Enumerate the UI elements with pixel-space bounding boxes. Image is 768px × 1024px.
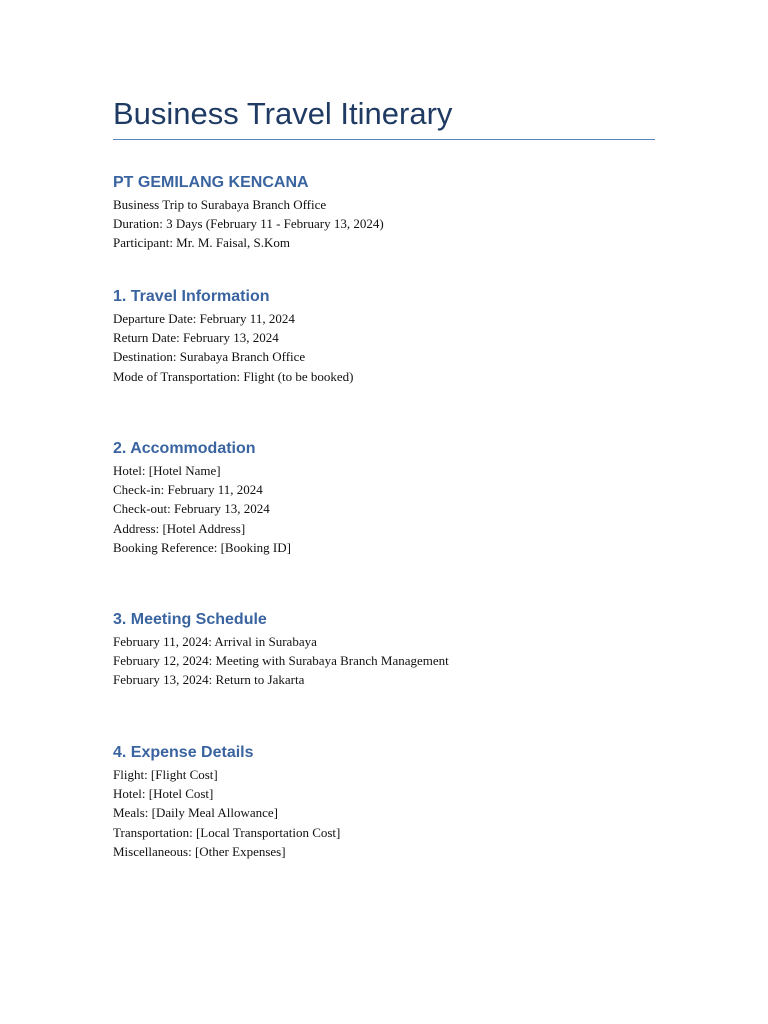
hotel-name: Hotel: [Hotel Name] xyxy=(113,463,221,478)
departure-date: Departure Date: February 11, 2024 xyxy=(113,311,295,326)
section-heading-meeting-schedule: 3. Meeting Schedule xyxy=(113,611,267,628)
schedule-day-1: February 11, 2024: Arrival in Surabaya xyxy=(113,634,317,649)
section-expense-details xyxy=(113,742,655,861)
section-heading-expense-details: 4. Expense Details xyxy=(113,744,254,761)
transportation-mode: Mode of Transportation: Flight (to be booked) xyxy=(113,368,354,384)
document-title: Business Travel Itinerary xyxy=(113,96,453,131)
check-in-date: Check-in: February 11, 2024 xyxy=(113,482,263,498)
destination: Destination: Surabaya Branch Office xyxy=(113,349,306,365)
title-underline xyxy=(113,139,655,140)
expense-meals: Meals: [Daily Meal Allowance] xyxy=(113,805,278,821)
schedule-day-3: February 13, 2024: Return to Jakarta xyxy=(113,672,305,688)
section-heading-company: PT GEMILANG KENCANA xyxy=(113,174,309,191)
section-heading-travel-information: 1. Travel Information xyxy=(113,288,270,305)
section-heading-accommodation: 2. Accommodation xyxy=(113,440,256,457)
trip-participant: Participant: Mr. M. Faisal, S.Kom xyxy=(113,235,290,251)
expense-miscellaneous: Miscellaneous: [Other Expenses] xyxy=(113,843,286,859)
return-date: Return Date: February 13, 2024 xyxy=(113,330,279,346)
section-meeting-schedule xyxy=(113,609,655,690)
hotel-address: Address: [Hotel Address] xyxy=(113,520,246,536)
booking-reference: Booking Reference: [Booking ID] xyxy=(113,539,291,555)
schedule-day-2: February 12, 2024: Meeting with Surabaya Branch Management xyxy=(113,653,449,669)
trip-duration: Duration: 3 Days (February 11 - February 13, 2024) xyxy=(113,216,384,232)
expense-transportation: Transportation: [Local Transportation Cost] xyxy=(113,824,341,840)
expense-hotel: Hotel: [Hotel Cost] xyxy=(113,786,214,802)
trip-purpose: Business Trip to Surabaya Branch Office xyxy=(113,197,327,212)
check-out-date: Check-out: February 13, 2024 xyxy=(113,501,270,517)
section-travel-information xyxy=(113,286,655,386)
section-accommodation xyxy=(113,438,655,557)
section-company xyxy=(113,172,655,253)
expense-flight: Flight: [Flight Cost] xyxy=(113,767,218,782)
